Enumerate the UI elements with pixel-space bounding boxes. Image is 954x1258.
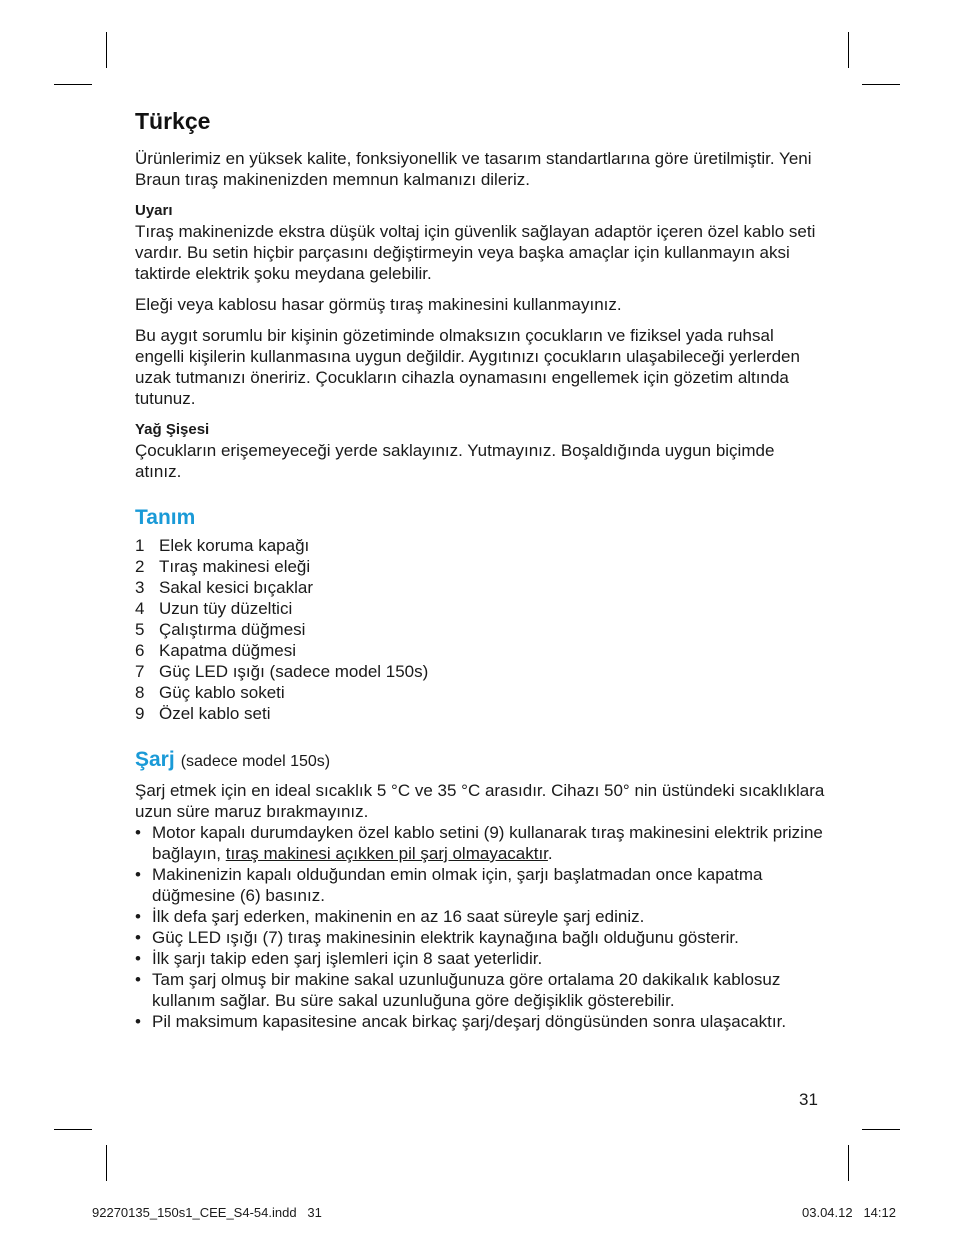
page-content xyxy=(135,106,825,1032)
crop-mark xyxy=(106,32,107,68)
list-item: • Güç LED ışığı (7) tıraş makinesinin elektrik kaynağına bağlı olduğunu gösterir. xyxy=(135,928,739,947)
list-item: • Motor kapalı durumdayken özel kablo setini (9) kullanarak tıraş makinesini elektrik prizine bağlayın, tıraş makinesi açıkken pil şarj olmayacaktır. xyxy=(135,823,823,863)
list-item: • Makinenizin kapalı olduğundan emin olmak için, şarjı başlatmadan once kapatma düğmesine (6) basınız. xyxy=(135,865,763,905)
page-number: 31 xyxy=(799,1090,818,1109)
uyari-paragraph-3: Bu aygıt sorumlu bir kişinin gözetiminde olmaksızın çocukların ve fiziksel yada ruhsal engelli kişilerin kullanmasına uygun değildir. Aygıtınızı çocukların ulaşabileceği yerlerden uzak tutmanızı öneririz. Çocukların cihazla oynamasını engellemek için gözetim altında tutunuz. xyxy=(135,326,800,408)
heading-tanim: Tanım xyxy=(135,506,196,529)
yag-paragraph: Çocukların erişemeyeceği yerde saklayınız. Yutmayınız. Boşaldığında uygun biçimde atınız. xyxy=(135,441,775,481)
crop-mark xyxy=(54,84,92,85)
list-item: 4 Uzun tüy düzeltici xyxy=(135,599,293,618)
list-item: • İlk şarjı takip eden şarj işlemleri için 8 saat yeterlidir. xyxy=(135,949,543,968)
list-item: 5 Çalıştırma düğmesi xyxy=(135,620,306,639)
uyari-paragraph-1: Tıraş makinenizde ekstra düşük voltaj için güvenlik sağlayan adaptör içeren özel kablo seti vardır. Bu setin hiçbir parçasını değiştirmeyin veya başka amaçlar için kullanmayın aksi taktirde elektrik şoku meydana gelebilir. xyxy=(135,222,816,283)
list-item: 9 Özel kablo seti xyxy=(135,704,271,723)
crop-mark xyxy=(54,1129,92,1130)
footer-date: 03.04.12 14:12 xyxy=(802,1205,896,1220)
sarj-subtitle: (sadece model 150s) xyxy=(180,753,331,770)
list-item: • Tam şarj olmuş bir makine sakal uzunluğunuza göre ortalama 20 dakikalık kablosuz kullanım sağlar. Bu süre sakal uzunluğuna göre değişiklik gösterebilir. xyxy=(135,970,781,1010)
sarj-heading-row xyxy=(135,746,825,774)
list-item: • Pil maksimum kapasitesine ancak birkaç şarj/deşarj döngüsünden sonra ulaşacaktır. xyxy=(135,1012,787,1031)
heading-turkce: Türkçe xyxy=(135,108,211,134)
heading-sarj: Şarj xyxy=(135,748,175,771)
sarj-intro-paragraph: Şarj etmek için en ideal sıcaklık 5 °C ve 35 °C arasıdır. Cihazı 50° nin üstündeki sıcaklıklara uzun süre maruz bırakmayınız. xyxy=(135,781,825,821)
uyari-paragraph-2: Eleği veya kablosu hasar görmüş tıraş makinesini kullanmayınız. xyxy=(135,295,622,314)
crop-mark xyxy=(106,1145,107,1181)
underlined-warning: tıraş makinesi açıkken pil şarj olmayacaktır xyxy=(225,844,548,863)
list-item: • İlk defa şarj ederken, makinenin en az 16 saat süreyle şarj ediniz. xyxy=(135,907,645,926)
intro-paragraph: Ürünlerimiz en yüksek kalite, fonksiyonellik ve tasarım standartlarına göre üretilmiştir. Yeni Braun tıraş makinenizden memnun kalmanızı dileriz. xyxy=(135,149,812,189)
list-item: 6 Kapatma düğmesi xyxy=(135,641,297,660)
uyari-label: Uyarı xyxy=(135,202,173,219)
footer-filename: 92270135_150s1_CEE_S4-54.indd 31 xyxy=(92,1205,322,1220)
list-item: 8 Güç kablo soketi xyxy=(135,683,285,702)
list-item: 2 Tıraş makinesi eleği xyxy=(135,557,311,576)
yag-label: Yağ Şişesi xyxy=(135,421,210,438)
crop-mark xyxy=(848,32,849,68)
list-item: 1 Elek koruma kapağı xyxy=(135,536,310,555)
list-item: 7 Güç LED ışığı (sadece model 150s) xyxy=(135,662,429,681)
sarj-bullet-list xyxy=(135,822,825,1032)
tanim-list xyxy=(135,535,825,724)
crop-mark xyxy=(862,84,900,85)
crop-mark xyxy=(848,1145,849,1181)
crop-mark xyxy=(862,1129,900,1130)
list-item: 3 Sakal kesici bıçaklar xyxy=(135,578,314,597)
